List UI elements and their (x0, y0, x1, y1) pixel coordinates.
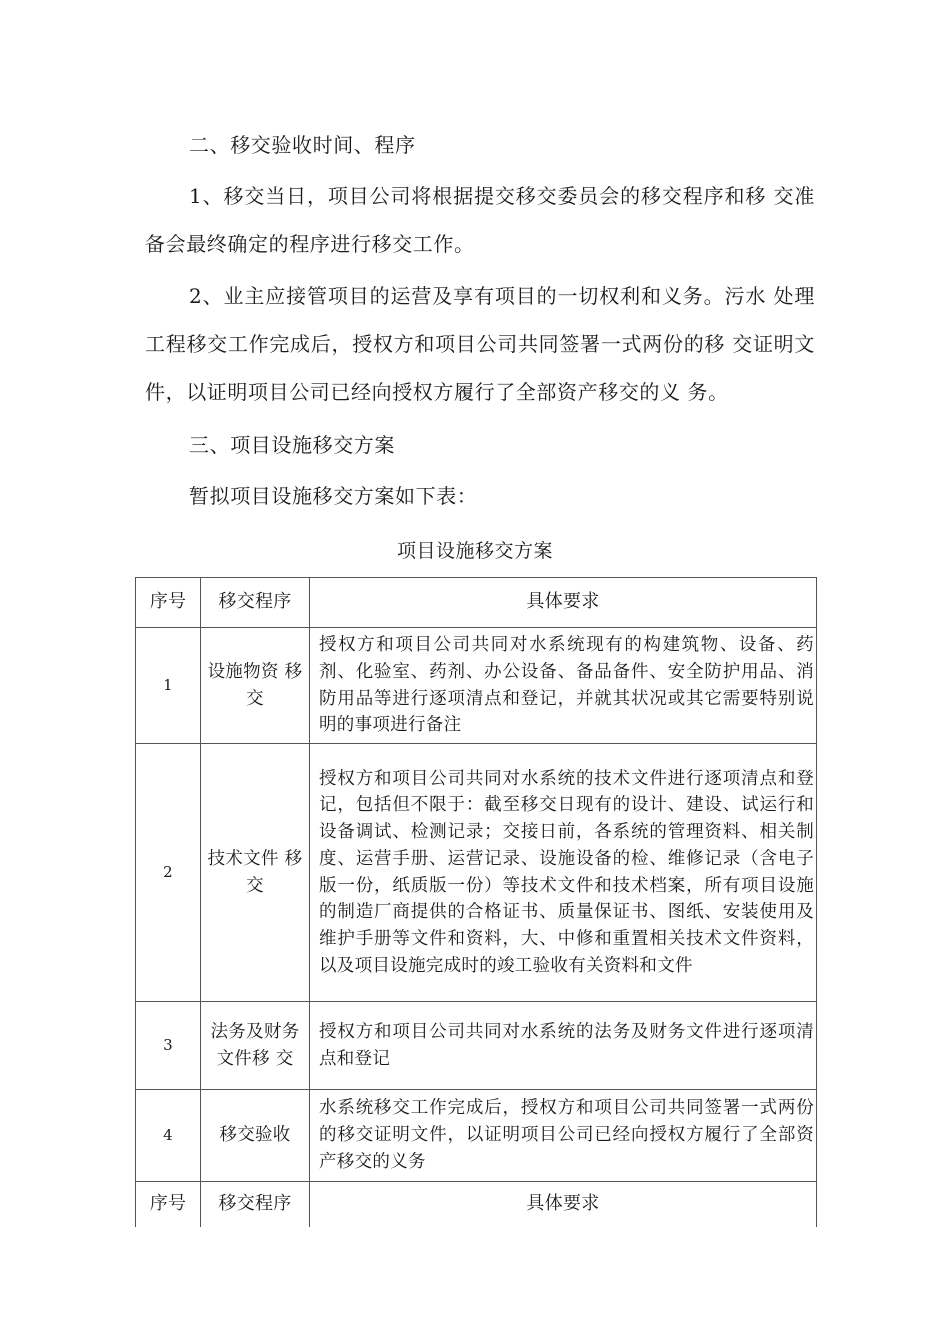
row-detail: 水系统移交工作完成后，授权方和项目公司共同签署一式两份的移交证明文件，以证明项目公司已经向授权方履行了全部资产移交的义务 (310, 1090, 817, 1182)
paragraph-1: 1、移交当日，项目公司将根据提交移交委员会的移交程序和移 交准备会最终确定的程序进行移交工作。 (145, 184, 815, 256)
table-row (136, 744, 817, 1002)
section-heading-3: 三、项目设施移交方案 (189, 433, 395, 457)
row-detail: 授权方和项目公司共同对水系统的法务及财务文件进行逐项清点和登记 (310, 1002, 817, 1090)
repeat-header-procedure: 移交程序 (201, 1182, 310, 1227)
table-intro: 暂拟项目设施移交方案如下表： (189, 484, 478, 508)
table-caption: 项目设施移交方案 (396, 540, 553, 562)
table-header-row (136, 578, 817, 628)
row-procedure: 设施物资 移交 (201, 628, 310, 744)
table-row (136, 1002, 817, 1090)
row-procedure: 技术文件 移交 (201, 744, 310, 1002)
repeat-header-detail: 具体要求 (310, 1182, 817, 1227)
row-num: 1 (136, 628, 201, 744)
section-heading-2: 二、移交验收时间、程序 (189, 133, 416, 157)
repeat-header-num: 序号 (136, 1182, 201, 1227)
table-row (136, 1090, 817, 1182)
handover-table (135, 577, 817, 1227)
header-procedure: 移交程序 (201, 578, 310, 628)
row-detail: 授权方和项目公司共同对水系统的技术文件进行逐项清点和登记，包括但不限于：截至移交日现有的设计、建设、试运行和设备调试、检测记录；交接日前，各系统的管理资料、相关制度、运营手册、运营记录、设施设备的检、维修记录（含电子版一份，纸质版一份）等技术文件和技术档案，所有项目设施的制造厂商提供的合格证书、质量保证书、图纸、安装使用及维护手册等文件和资料，大、中修和重置相关技术文件资料，以及项目设施完成时的竣工验收有关资料和文件 (310, 744, 817, 1002)
paragraph-2: 2、业主应接管项目的运营及享有项目的一切权利和义务。污水 处理工程移交工作完成后，授权方和项目公司共同签署一式两份的移 交证明文件，以证明项目公司已经向授权方履行了全部资产移交的义 务。 (145, 284, 815, 404)
row-procedure: 移交验收 (201, 1090, 310, 1182)
row-num: 4 (136, 1090, 201, 1182)
row-detail: 授权方和项目公司共同对水系统现有的构建筑物、设备、药剂、化验室、药剂、办公设备、备品备件、安全防护用品、消防用品等进行逐项清点和登记，并就其状况或其它需要特别说明的事项进行备注 (310, 628, 817, 744)
row-num: 3 (136, 1002, 201, 1090)
row-num: 2 (136, 744, 201, 1002)
row-procedure: 法务及财务文件移 交 (201, 1002, 310, 1090)
header-detail: 具体要求 (310, 578, 817, 628)
table-row (136, 628, 817, 744)
table-repeat-header-row (136, 1182, 817, 1227)
header-num: 序号 (136, 578, 201, 628)
